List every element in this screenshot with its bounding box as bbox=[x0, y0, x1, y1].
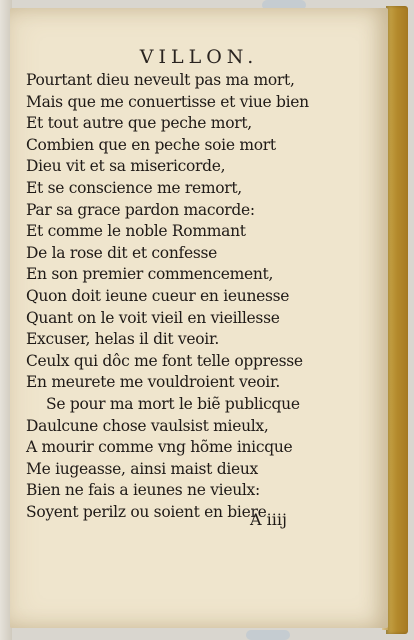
verse-line: A mourir comme vng hõme inicque bbox=[26, 438, 293, 457]
verse-line: Combien que en peche soie mort bbox=[26, 135, 276, 154]
verse-line: Et se conscience me remort, bbox=[26, 178, 242, 197]
verse-line: De la rose dit et confesse bbox=[26, 243, 217, 262]
verse-lines bbox=[26, 70, 366, 523]
gilt-page-edge bbox=[386, 6, 408, 634]
verse-line: Pourtant dieu neveult pas ma mort, bbox=[26, 71, 295, 89]
page-clip-bottom bbox=[246, 630, 290, 640]
running-header: VILLON. bbox=[139, 46, 259, 68]
verse-line: Quon doit ieune cueur en ieunesse bbox=[26, 286, 290, 305]
verse-line: Bien ne fais a ieunes ne vieulx: bbox=[26, 481, 260, 500]
verse-line: Quant on le voit vieil en vieillesse bbox=[26, 308, 280, 327]
verse-line: Et comme le noble Rommant bbox=[26, 222, 246, 241]
verse-line: Mais que me conuertisse et viue bien bbox=[26, 92, 309, 111]
signature-mark: A iiij bbox=[250, 510, 287, 529]
verse-line: Daulcune chose vaulsist mieulx, bbox=[26, 416, 269, 435]
verse-line: Me iugeasse, ainsi maist dieux bbox=[26, 459, 258, 478]
verse-line: Excuser, helas il dit veoir. bbox=[26, 330, 219, 349]
verse-line: Dieu vit et sa misericorde, bbox=[26, 157, 226, 176]
book-page bbox=[10, 8, 388, 628]
verse-line: Et tout autre que peche mort, bbox=[26, 114, 252, 133]
verse-line: Se pour ma mort le biẽ publicque bbox=[46, 394, 300, 413]
verse-line: Par sa grace pardon macorde: bbox=[26, 200, 255, 219]
verse-line: Ceulx qui dôc me font telle oppresse bbox=[26, 351, 303, 370]
verse-line: En meurete me vouldroient veoir. bbox=[26, 373, 280, 392]
verse-line: Soyent perilz ou soient en biere bbox=[26, 502, 267, 521]
verse-line: En son premier commencement, bbox=[26, 265, 274, 284]
